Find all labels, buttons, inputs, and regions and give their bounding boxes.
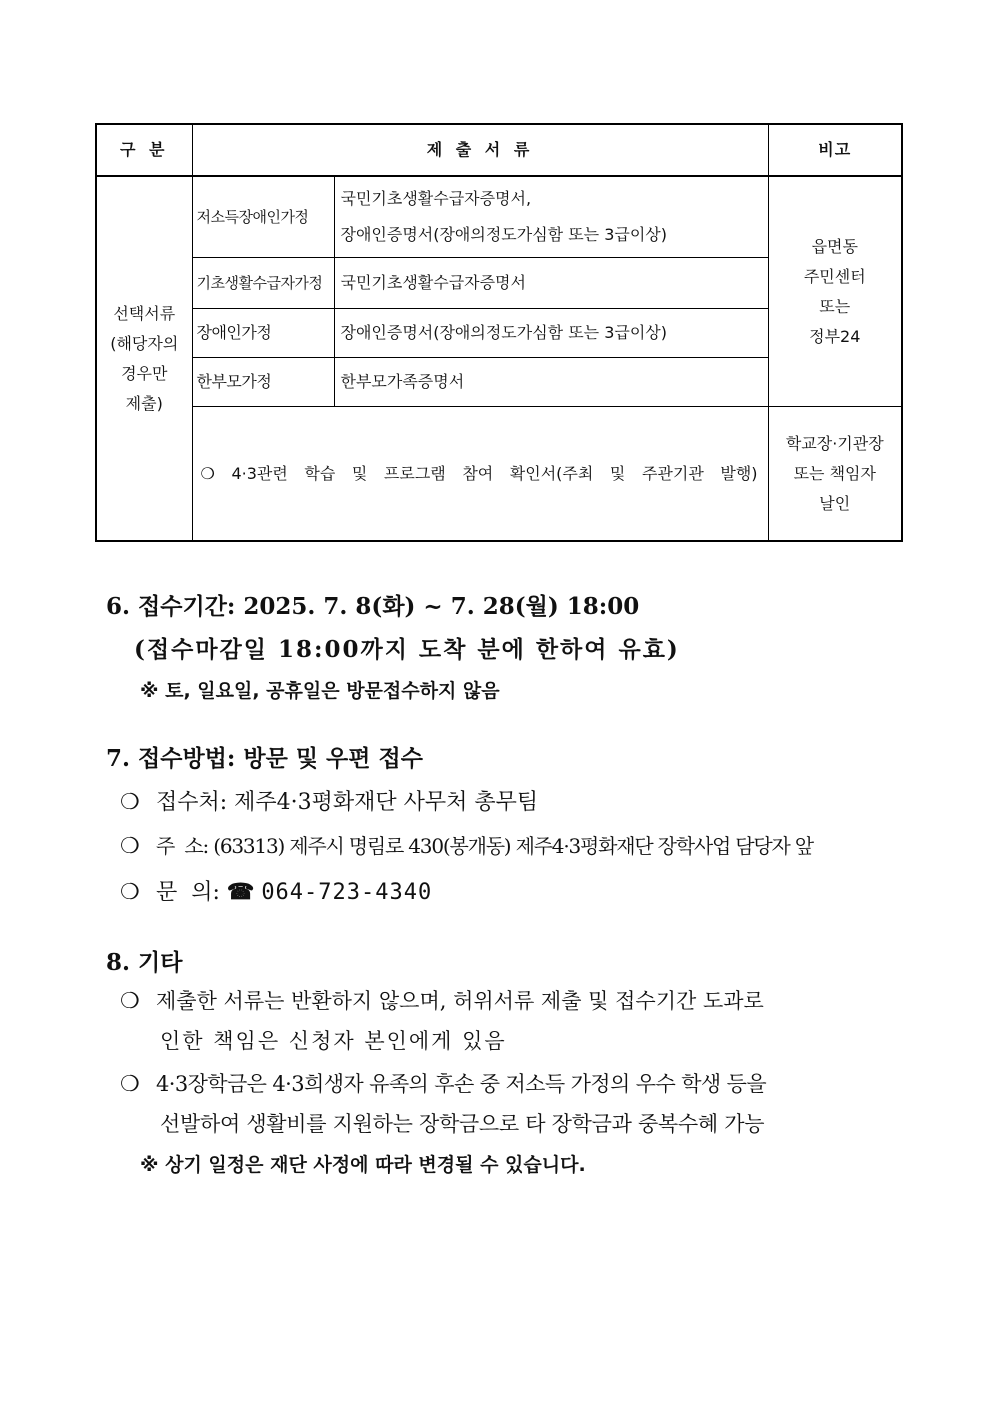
other-item-1: ❍ 제출한 서류는 반환하지 않으며, 허위서류 제출 및 접수기간 도과로: [120, 989, 764, 1014]
bullet-icon: ❍: [120, 1072, 140, 1097]
bullet-icon: ❍: [120, 880, 140, 905]
address-item: ❍ 주 소: (63313) 제주시 명림로 430(봉개동) 제주4·3평화재단 장학사업 담당자 앞: [120, 834, 813, 859]
header-note: 비고: [768, 124, 902, 176]
table-header-row: [96, 124, 902, 176]
other-item-1-cont: 인한 책임은 신청자 본인에게 있음: [160, 1029, 507, 1053]
header-documents: 제 출 서 류: [192, 124, 768, 176]
section8-title: 8. 기타: [106, 949, 183, 976]
section6-title: 6. 접수기간: 2025. 7. 8(화) ~ 7. 28(월) 18:00: [106, 593, 640, 620]
table-row: [96, 407, 902, 542]
contact-item: ❍ 문 의: ☎ 064-723-4340: [120, 879, 433, 905]
program-note-cell: 학교장·기관장 또는 책임자 날인: [768, 407, 902, 542]
section8-note: ※ 상기 일정은 재단 사정에 따라 변경될 수 있습니다.: [140, 1154, 586, 1176]
program-certificate: ❍ 4·3관련 학습 및 프로그램 참여 확인서(주최 및 주관기관 발행): [192, 407, 768, 542]
section7-title: 7. 접수방법: 방문 및 우편 접수: [106, 745, 423, 772]
household-type: 장애인가정: [192, 309, 334, 358]
section6-note: ※ 토, 일요일, 공휴일은 방문접수하지 않음: [140, 680, 500, 702]
bullet-icon: ❍: [200, 463, 215, 483]
required-document: 국민기초생활수급자증명서: [334, 258, 768, 309]
phone-icon: ☎: [226, 879, 255, 905]
other-item-2-cont: 선발하여 생활비를 지원하는 장학금으로 타 장학금과 중복수혜 가능: [160, 1112, 765, 1136]
required-document: 장애인증명서(장애의정도가심함 또는 3급이상): [334, 309, 768, 358]
section6-subtitle: (접수마감일 18:00까지 도착 분에 한하여 유효): [134, 636, 680, 663]
required-document: 국민기초생활수급자증명서, 장애인증명서(장애의정도가심함 또는 3급이상): [334, 176, 768, 258]
header-category: 구 분: [96, 124, 192, 176]
bullet-icon: ❍: [120, 790, 140, 815]
category-cell: 선택서류 (해당자의 경우만 제출): [96, 176, 192, 541]
reception-office-item: ❍ 접수처: 제주4·3평화재단 사무처 총무팀: [120, 790, 539, 815]
other-item-2: ❍ 4·3장학금은 4·3희생자 유족의 후손 중 저소득 가정의 우수 학생 등을: [120, 1072, 767, 1097]
household-type: 저소득장애인가정: [192, 176, 334, 258]
bullet-icon: ❍: [120, 834, 139, 859]
phone-number: 064-723-4340: [261, 880, 433, 905]
household-type: 한부모가정: [192, 358, 334, 407]
required-document: 한부모가족증명서: [334, 358, 768, 407]
documents-table: [95, 123, 903, 542]
bullet-icon: ❍: [120, 989, 140, 1014]
table-row: [96, 176, 902, 258]
household-type: 기초생활수급자가정: [192, 258, 334, 309]
issuer-cell: 읍면동 주민센터 또는 정부24: [768, 176, 902, 407]
